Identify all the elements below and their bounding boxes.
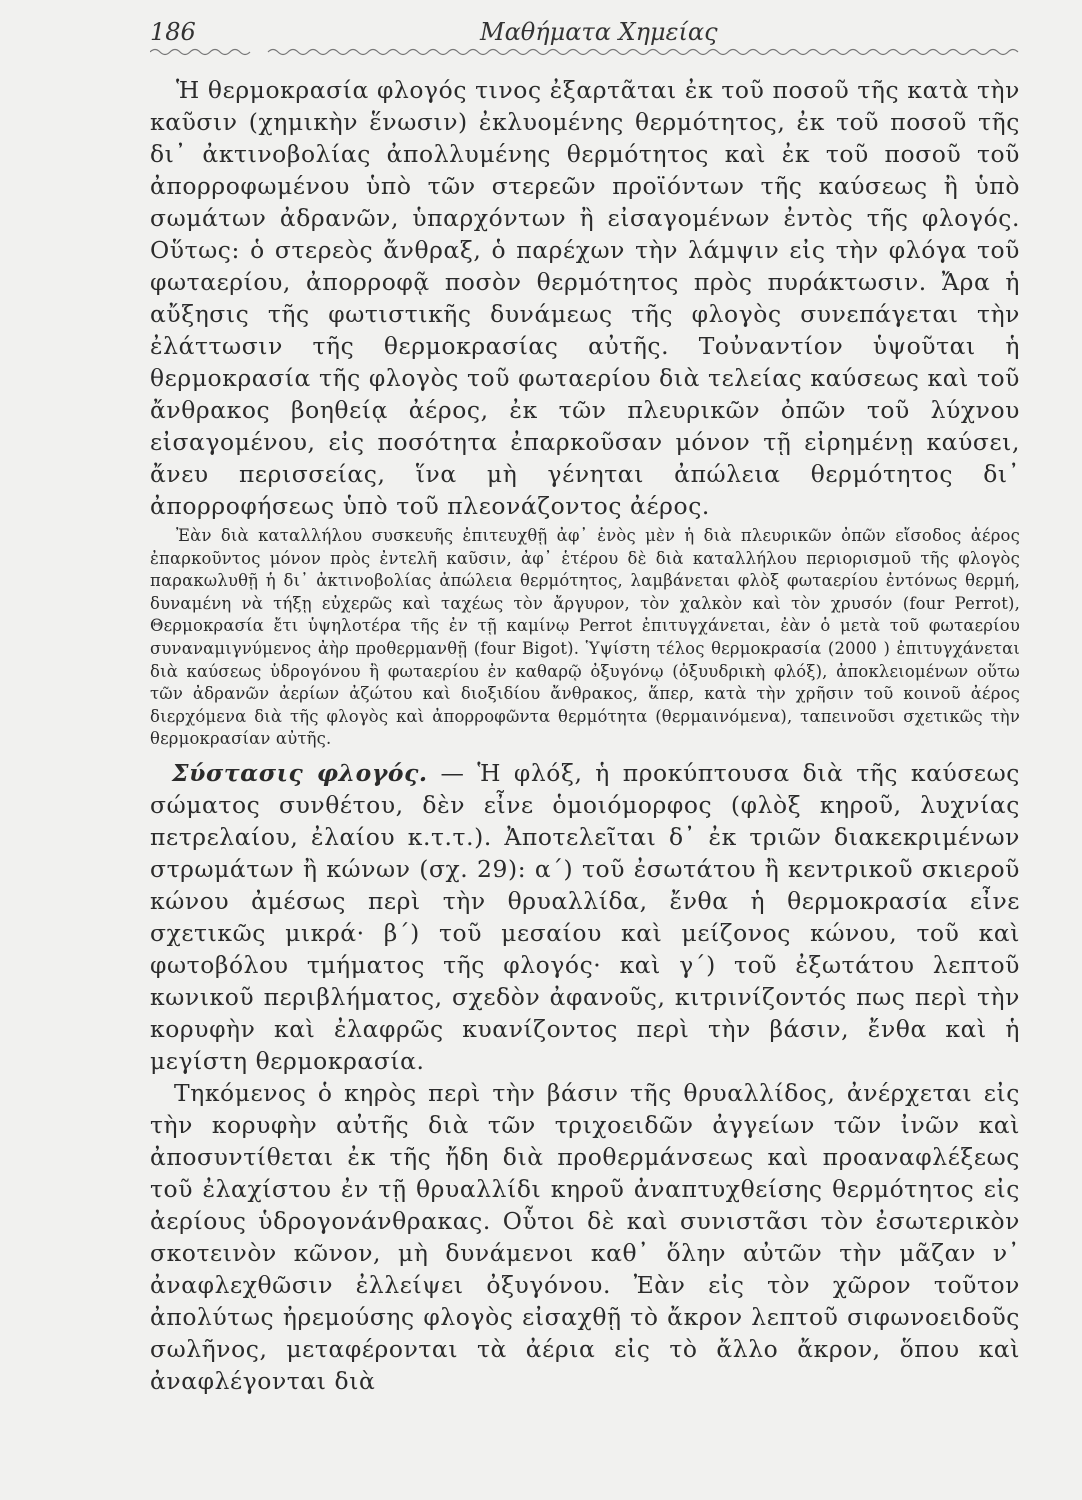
section-title: Σύστασις φλογός. (172, 758, 428, 787)
page-number: 186 (150, 18, 196, 46)
section-text: — Ἡ φλόξ, ἡ προκύπτουσα διὰ τῆς καύσεως σώματος συνθέτου, δὲν εἶνε ὁμοιόμορφος (φλὸξ κηροῦ, λυχνίας πετρελαίου, ἐλαίου κ.τ.τ.). Ἀποτελεῖται δ᾽ ἐκ τριῶν διακεκριμένων στρωμάτων ἢ κώνων (σχ. 29): α´) τοῦ ἐσωτάτου ἢ κεντρικοῦ σκιεροῦ κώνου ἀμέσως περὶ τὴν θρυαλλίδα, ἔνθα ἡ θερμοκρασία εἶνε σχετικῶς μικρά· β´) τοῦ μεσαίου καὶ μείζονος κώνου, τοῦ καὶ φωτοβόλου τμήματος τῆς φλογός· καὶ γ´) τοῦ ἐξωτάτου λεπτοῦ κωνικοῦ περιβλήματος, σχεδὸν ἀφανοῦς, κιτρινίζοντός πως περὶ τὴν κορυφὴν καὶ ἐλαφρῶς κυανίζοντος περὶ τὴν βάσιν, ἔνθα καὶ ἡ μεγίστη θερμοκρασία. (150, 758, 1020, 1075)
page-header (150, 10, 1020, 44)
paragraph-flame-composition (150, 757, 1020, 1077)
paragraph-small-print-note: Ἐὰν διὰ καταλλήλου συσκευῆς ἐπιτευχθῇ ἀφ᾽ ἑνὸς μὲν ἡ διὰ πλευρικῶν ὀπῶν εἴσοδος ἀέρος ἐπαρκοῦντος μόνον πρὸς ἐντελῆ καῦσιν, ἀφ᾽ ἑτέρου δὲ διὰ καταλλήλου περιορισμοῦ τῆς φλογὸς παρακωλυθῇ ἡ δι᾽ ἀκτινοβολίας ἀπώλεια θερμότητος, λαμβάνεται φλὸξ φωταερίου ἐντόνως θερμή, δυναμένη νὰ τήξῃ εὐχερῶς καὶ ταχέως τὸν ἄργυρον, τὸν χαλκὸν καὶ τὸν χρυσόν (four Perrot), Θερμοκρασία ἔτι ὑψηλοτέρα τῆς ἐν τῇ καμίνῳ Perrot ἐπιτυγχάνεται, ἐὰν ὁ μετὰ τοῦ φωταερίου συναναμιγνύμενος ἀὴρ προθερμανθῇ (four Bigot). Ὑψίστη τέλος θερμοκρασία (2000 ) ἐπιτυγχάνεται διὰ καύσεως ὑδρογόνου ἢ φωταερίου ἐν καθαρῷ ὀξυγόνῳ (ὀξυυδρικὴ φλόξ), ἀποκλειομένων οὕτω τῶν ἀδρανῶν ἀερίων ἀζώτου καὶ διοξιδίου ἄνθρακος, ἅπερ, κατὰ τὴν χρῆσιν τοῦ κοινοῦ ἀέρος διερχόμενα διὰ τῆς φλογὸς καὶ ἀπορροφῶντα θερμότητα (θερμαινόμενα), ταπεινοῦσι σχετικῶς τὴν θερμοκρασίαν αὐτῆς. (150, 526, 1020, 749)
page (150, 10, 1020, 1397)
paragraph-wax-melting: Τηκόμενος ὁ κηρὸς περὶ τὴν βάσιν τῆς θρυαλλίδος, ἀνέρχεται εἰς τὴν κορυφὴν αὐτῆς διὰ τῶν τριχοειδῶν ἀγγείων τῶν ἰνῶν καὶ ἀποσυντίθεται ἐκ τῆς ἤδη διὰ προθερμάνσεως καὶ προαναφλέξεως τοῦ ἐλαχίστου ἐν τῇ θρυαλλίδι κηροῦ ἀναπτυχθείσης θερμότητος εἰς ἀερίους ὑδρογονάνθρακας. Οὗτοι δὲ καὶ συνιστᾶσι τὸν ἐσωτερικὸν σκοτεινὸν κῶνον, μὴ δυνάμενοι καθ᾽ ὅλην αὐτῶν τὴν μᾶζαν ν᾽ ἀναφλεχθῶσιν ἐλλείψει ὀξυγόνου. Ἐὰν εἰς τὸν χῶρον τοῦτον ἀπολύτως ἠρεμούσης φλογὸς εἰσαχθῇ τὸ ἄκρον λεπτοῦ σιφωνοειδοῦς σωλῆνος, μεταφέρονται τὰ ἀέρια εἰς τὸ ἄλλο ἄκρον, ὅπου καὶ ἀναφλέγονται διὰ (150, 1078, 1020, 1395)
page-body (150, 74, 1020, 1397)
paragraph-flame-temperature: Ἡ θερμοκρασία φλογός τινος ἐξαρτᾶται ἐκ τοῦ ποσοῦ τῆς κατὰ τὴν καῦσιν (χημικὴν ἕνωσιν) ἐκλυομένης θερμότητος, ἐκ τοῦ ποσοῦ τῆς δι᾽ ἀκτινοβολίας ἀπολλυμένης θερμότητος καὶ ἐκ τοῦ ποσοῦ τοῦ ἀπορροφωμένου ὑπὸ τῶν στερεῶν προϊόντων τῆς καύσεως ἢ ὑπὸ σωμάτων ἀδρανῶν, ὑπαρχόντων ἢ εἰσαγομένων ἐντὸς τῆς φλογός. Οὕτως: ὁ στερεὸς ἄνθραξ, ὁ παρέχων τὴν λάμψιν εἰς τὴν φλόγα τοῦ φωταερίου, ἀπορροφᾷ ποσὸν θερμότητος πρὸς πυράκτωσιν. Ἄρα ἡ αὔξησις τῆς φωτιστικῆς δυνάμεως τῆς φλογὸς συνεπάγεται τὴν ἐλάττωσιν τῆς θερμοκρασίας αὐτῆς. Τοὐναντίον ὑψοῦται ἡ θερμοκρασία τῆς φλογὸς τοῦ φωταερίου διὰ τελείας καύσεως καὶ τοῦ ἄνθρακος βοηθείᾳ ἀέρος, ἐκ τῶν πλευρικῶν ὀπῶν τοῦ λύχνου εἰσαγομένου, εἰς ποσότητα ἐπαρκοῦσαν μόνον τῇ εἰρημένῃ καύσει, ἄνευ περισσείας, ἵνα μὴ γένηται ἀπώλεια θερμότητος δι᾽ ἀπορροφήσεως ὑπὸ τοῦ πλεονάζοντος ἀέρος. (150, 76, 1020, 520)
running-title: Μαθήματα Χημείας (480, 18, 718, 46)
header-wavy-rule (150, 46, 1020, 58)
